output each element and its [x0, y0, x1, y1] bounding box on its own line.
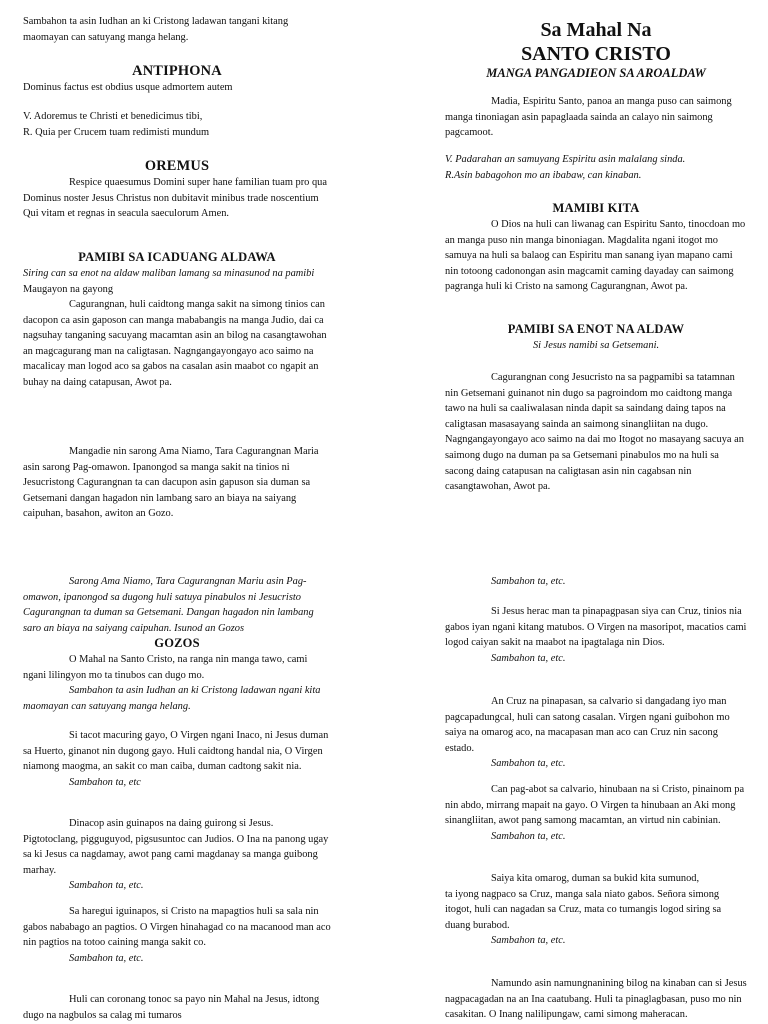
gozos-verse-5: Huli can coronang tonoc sa payo nin Mahal na Jesus, idtong dugo na nagbulos sa calag mi tumaros	[23, 994, 320, 1021]
pamibi-enot-heading: PAMIBI SA ENOT NA ALDAW	[507, 322, 685, 336]
pamibi-enot-subheading: Si Jesus namibi sa Getsemani.	[532, 340, 660, 351]
refrain-short: Sambahon ta, etc.	[491, 758, 566, 770]
v-line: V. Padarahan an samuyang Espiritu asin malalang sinda.	[445, 154, 686, 165]
refrain-short: Sambahon ta, etc.	[69, 952, 144, 964]
verse-d-first: Saiya kita omarog, duman sa bukid kita sumunod,	[491, 873, 700, 884]
refrain-short: Sambahon ta, etc.	[491, 830, 566, 842]
mamibi-heading: MAMIBI KITA	[552, 201, 640, 215]
pamibi-icaduang-rubric	[23, 266, 331, 297]
pamibi-icaduang-heading: PAMIBI SA ICADUANG ALDAWA	[78, 250, 276, 264]
title-line-1: Sa Mahal Na	[540, 19, 652, 41]
pamibi-icaduang-instruction: Mangadie nin sarong Ama Niamo, Tara Cagurangnan Maria asin sarong Pag-omawon. Ipanongod sa manga sakit na tinios ni Jesucristong Cagurangnan ta can dacupon asin gapuson sia duman sa Getsemani dangan hagadon nin lambang saro an biaya na saiyang caipuhan, basahon, awiton an Gozo.	[23, 446, 319, 520]
opening-prayer: Madia, Espiritu Santo, panoa an manga puso can saimong manga tinoniagan asin papaglaada sainda an calayo nin saimong pagcamoot.	[445, 96, 732, 139]
verse-b: An Cruz na pinapasan, sa calvario si dangadang iyo man pagcapadungcal, huli can satong casalan. Virgen ngani guibohon mo saiya na omarog aco, na macapasan man aco can Cruz nin sacong estado.	[445, 696, 730, 754]
rubric-tail: Maugayon na gayong	[23, 283, 114, 295]
r-line: R.Asin babagohon mo an ibabaw, can kinaban.	[445, 169, 642, 181]
oremus-text: Respice quaesumus Domini super hane familian tuam pro qua Dominus noster Jesus Christus non dubitavit minibus trade noscentium Qui vitam et regnas in seacula saeculorum Amen.	[23, 177, 327, 220]
versicle-line: V. Adoremus te Christi et benedicimus tibi,	[23, 111, 203, 122]
verse-d-rest: ta iyong nagpaco sa Cruz, manga sala niato gabos. Señora simong itogot, huli can nagadan sa Cruz, mata co tumangis logod siring sa duang burabod.	[445, 888, 722, 931]
verse-a: Si Jesus herac man ta pinapagpasan siya can Cruz, tinios nia gabos iyan ngani kitang matubos. O Virgen na masoripot, macatios cami logod caiyan sakit na maabot na ipagtalaga nin Dios.	[445, 606, 747, 649]
gozos-verse-4: Sa haregui iguinapos, si Cristo na mapagtios huli sa sala nin gabos nababago an pagtios. O Virgen hinahagad co na macanood man aco nin pagtios na totoo caining manga sakit co.	[23, 906, 331, 949]
pamibi-icaduang-offering: Sarong Ama Niamo, Tara Cagurangnan Mariu asin Pag-omawon, ipanongod sa dugong huli satuya pinabulos ni Jesucristo Cagurangnan ta duman sa Getsemani. Dangan hagadon nin lambang saro an biaya na saiyang caipuhan. Isunod an Gozos	[23, 576, 314, 634]
refrain-short: Sambahon ta, etc.	[491, 576, 566, 587]
gozos-verse-1: O Mahal na Santo Cristo, na ranga nin manga tawo, cami ngani lilingyon mo ta tinubos can dugo mo.	[23, 654, 308, 681]
refrain-short: Sambahon ta, etc.	[491, 935, 566, 947]
antiphona-text: Dominus factus est obdius usque admortem autem	[23, 82, 233, 93]
verse-c: Can pag-abot sa calvario, hinubaan na si Cristo, pinainom pa nin abdo, mirrang mapait na gayo. O Virgen ta hinubaan an Aki mong sinangliitan, awot pang samong macamtan, an virtud nin cabinian.	[445, 784, 745, 827]
rubric-italic: Siring can sa enot na aldaw maliban lamang sa minasunod na pamibi	[23, 268, 315, 279]
subtitle: MANGA PANGADIEON SA AROALDAW	[486, 66, 706, 80]
pamibi-icaduang-prayer: Cagurangnan, huli caidtong manga sakit na simong tinios can dacopon ca asin gaposon can manga mababangis na manga Judio, dai ca nagsuhay tanganing sacuyang macamtan asin an bilog na casangtawohan an magcagurang man na caligtasan. Nagngangayongayo aco saimo na macalicay man logod aco sa gabos na casalan asin maabot co ngapit an buhay na daing catapusan, Awot pa.	[23, 299, 327, 388]
gozos-refrain: Sambahon ta asin Iudhan an ki Cristong ladawan ngani kita maomayan can satuyang manga helang.	[23, 685, 321, 712]
response-line: R. Quia per Crucem tuam redimisti mundum	[23, 126, 210, 138]
pamibi-enot-prayer: Cagurangnan cong Jesucristo na sa pagpamibi sa tatamnan nin Getsemani guinanot nin dugo sa pagroindom mo caidtong manga tawo na huli sa caaliwalasan ninda dapit sa saindang daing tapos na caligtasan masasayang sainda an saimong sinangliitan na dugo. Nagngangayongayo aco saimo na dai mo Itogot no masayang sacuya an saimong dugo na duman pa sa Getsemani pinabulos mo na huli sa sacong daing catapusan na caligtasan asin nin cagabsan nin casangtawohan, Awot pa.	[445, 372, 744, 493]
gozos-verse-3: Dinacop asin guinapos na daing guirong si Jesus. Pigtotoclang, pigguguyod, pigsusuntoc can Judios. O Ina na panong ugay sa ki Jesus ca nagdamay, awot pang cami magdanay sa manga guibong marhay.	[23, 818, 329, 876]
gozos-verse-2: Si tacot macuring gayo, O Virgen ngani Inaco, ni Jesus duman sa Huerto, ginanot nin dugong gayo. Huli caidtong handal nia, O Virgen niamong maogma, an sakit co man caiba, duman cadtong sakit nia.	[23, 730, 329, 773]
refrain-short: Sambahon ta, etc.	[69, 880, 144, 892]
verse-e: Namundo asin namungnanining bilog na kinaban can si Jesus nagpacagadan na an Ina caatubang. Huli ta pinaglagbasan, puso mo nin casakitan. O Inang nalilipungaw, cami simong maheracan.	[445, 978, 747, 1021]
refrain-short: Sambahon ta, etc	[69, 776, 141, 788]
gozos-heading: GOZOS	[154, 636, 200, 650]
antiphona-heading: ANTIPHONA	[132, 63, 222, 79]
refrain-short: Sambahon ta, etc.	[491, 652, 566, 664]
title-line-2: SANTO CRISTO	[521, 43, 671, 65]
intro-paragraph: Sambahon ta asin Iudhan an ki Cristong ladawan tangani kitang maomayan can satuyang manga helang.	[23, 16, 289, 43]
oremus-heading: OREMUS	[144, 158, 210, 174]
mamibi-prayer: O Dios na huli can liwanag can Espiritu Santo, tinocdoan mo an manga puso nin manga binoniagan. Magdalita ngani itogot mo samuya na huli sa balaog can Espiritu man sanang iyan mapano cami nin totoong cadonongan asin magcamit caming dayaday can saimong pagranga huli ki Cristo na samong Cagurangnan, Awot pa.	[445, 219, 746, 293]
